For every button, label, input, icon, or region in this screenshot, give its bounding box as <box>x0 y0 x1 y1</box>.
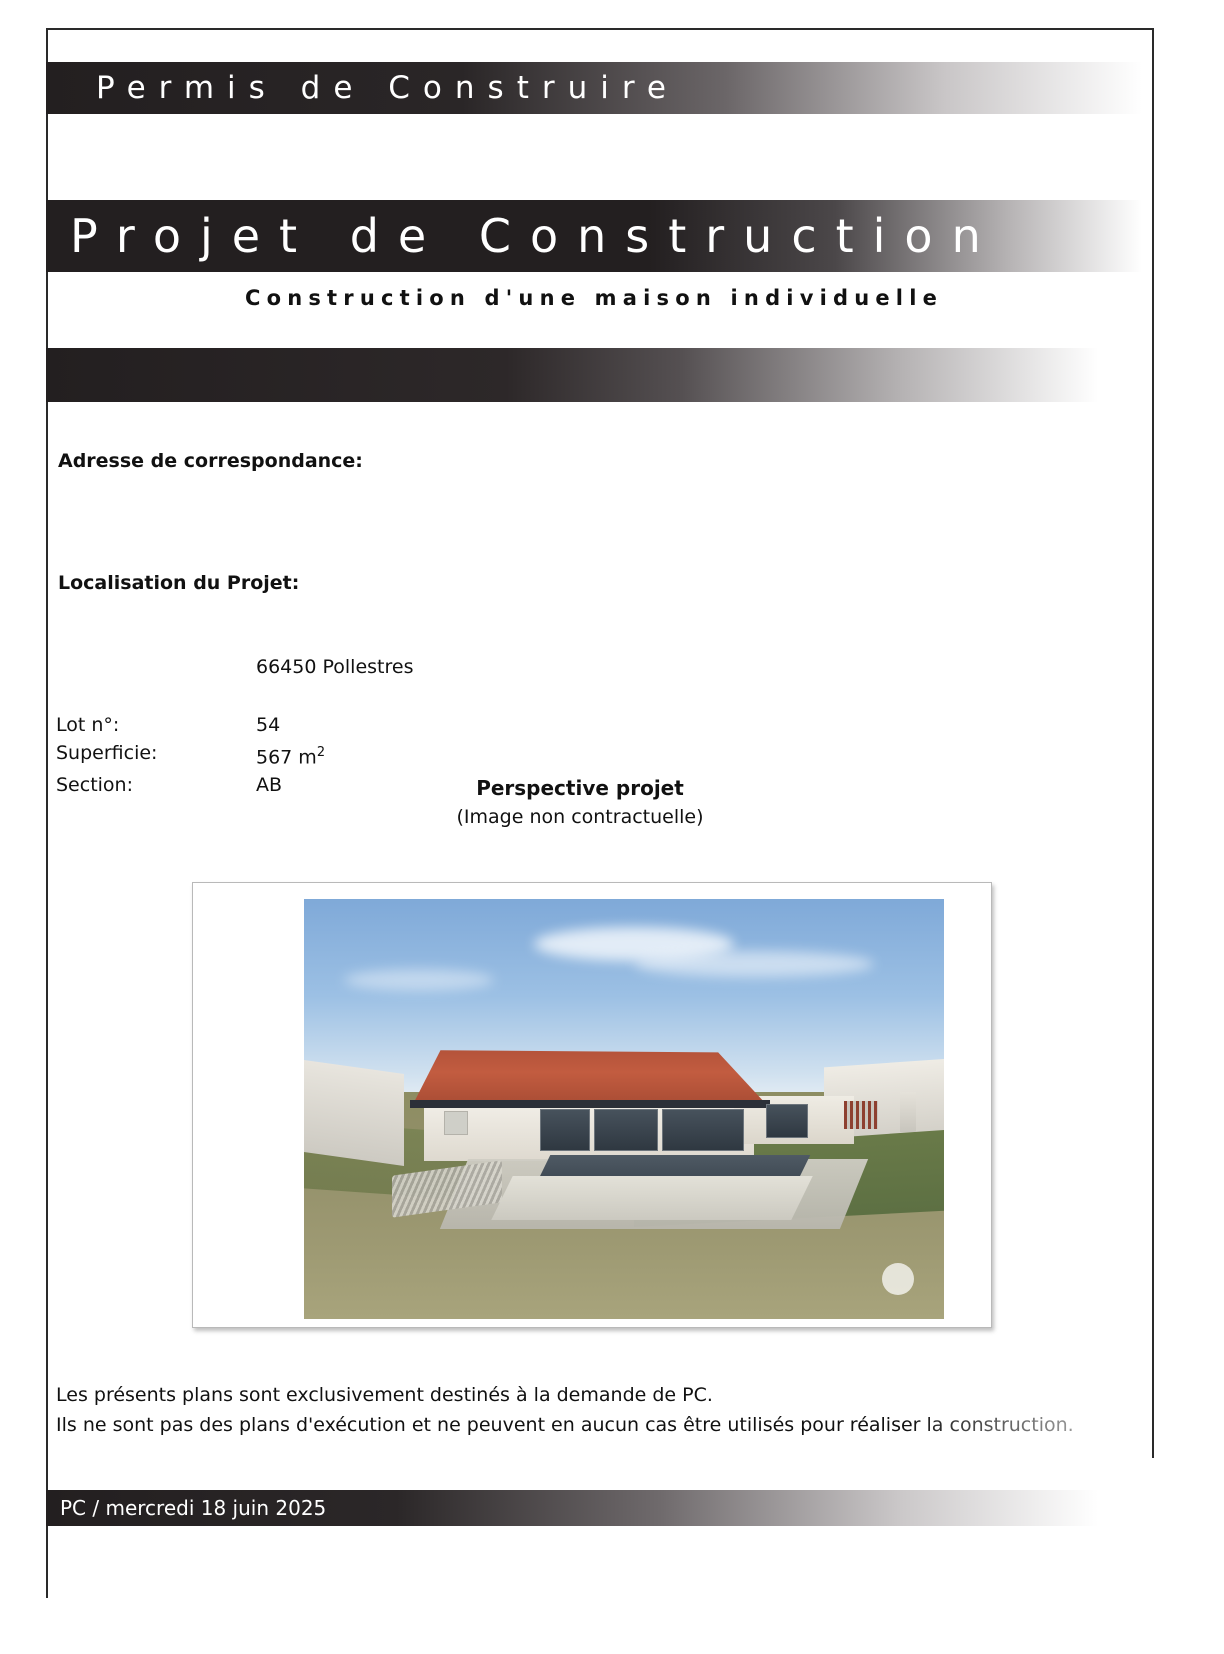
render-roof <box>412 1050 768 1106</box>
fact-value-superficie-number: 567 m <box>256 746 317 769</box>
render-cloud <box>344 969 494 991</box>
project-city: 66450 Pollestres <box>256 656 414 678</box>
disclaimer-line-1: Les présents plans sont exclusivement destinés à la demande de PC. <box>56 1384 713 1406</box>
perspective-image-frame <box>192 882 992 1328</box>
render-pillar <box>900 1092 916 1132</box>
fact-key-superficie: Superficie: <box>56 742 158 764</box>
fact-value-superficie <box>256 739 325 771</box>
header-banner <box>46 62 1142 114</box>
render-glass-bay <box>594 1109 658 1151</box>
perspective-title: Perspective projet <box>476 776 684 800</box>
page-border-right <box>1152 28 1154 1458</box>
disclaimer-line-2: Ils ne sont pas des plans d'exécution et ne peuvent en aucun cas être utilisés pour réaliser la construction. <box>56 1410 1146 1440</box>
disclaimer-text <box>56 1380 1146 1440</box>
footer-bar <box>46 1490 1142 1526</box>
render-cloud <box>634 951 874 977</box>
title-banner-text: Projet de Construction <box>70 209 1000 263</box>
fact-key-lot: Lot n°: <box>56 714 120 736</box>
correspondence-address-label: Adresse de correspondance: <box>58 450 363 472</box>
title-banner <box>46 200 1142 272</box>
decorative-banner <box>46 348 1142 402</box>
page-border-top <box>46 28 1154 30</box>
header-banner-text: Permis de Construire <box>96 70 679 106</box>
project-location-label: Localisation du Projet: <box>58 572 300 594</box>
footer-text: PC / mercredi 18 juin 2025 <box>60 1496 327 1520</box>
fact-row-lot <box>56 711 325 739</box>
perspective-subtitle: (Image non contractuelle) <box>456 806 704 828</box>
render-boundary-wall <box>304 1060 404 1166</box>
fact-key-section: Section: <box>56 774 133 797</box>
fact-value-superficie-exponent: 2 <box>316 745 326 760</box>
fact-value-section: AB <box>256 774 283 797</box>
document-subtitle: Construction d'une maison individuelle <box>244 286 944 310</box>
render-sun-icon <box>882 1263 914 1295</box>
render-window <box>444 1111 468 1135</box>
render-glass-bay <box>766 1104 808 1138</box>
fact-row-superficie <box>56 739 325 771</box>
render-glass-bay <box>540 1109 590 1151</box>
fact-value-lot: 54 <box>256 714 281 736</box>
render-roof-edge <box>410 1100 770 1108</box>
render-pool-deck <box>491 1176 812 1220</box>
render-gate <box>844 1101 878 1129</box>
fact-row-section <box>56 771 325 799</box>
render-glass-bay <box>662 1109 744 1151</box>
project-facts <box>56 711 325 799</box>
perspective-render-image <box>304 899 944 1319</box>
